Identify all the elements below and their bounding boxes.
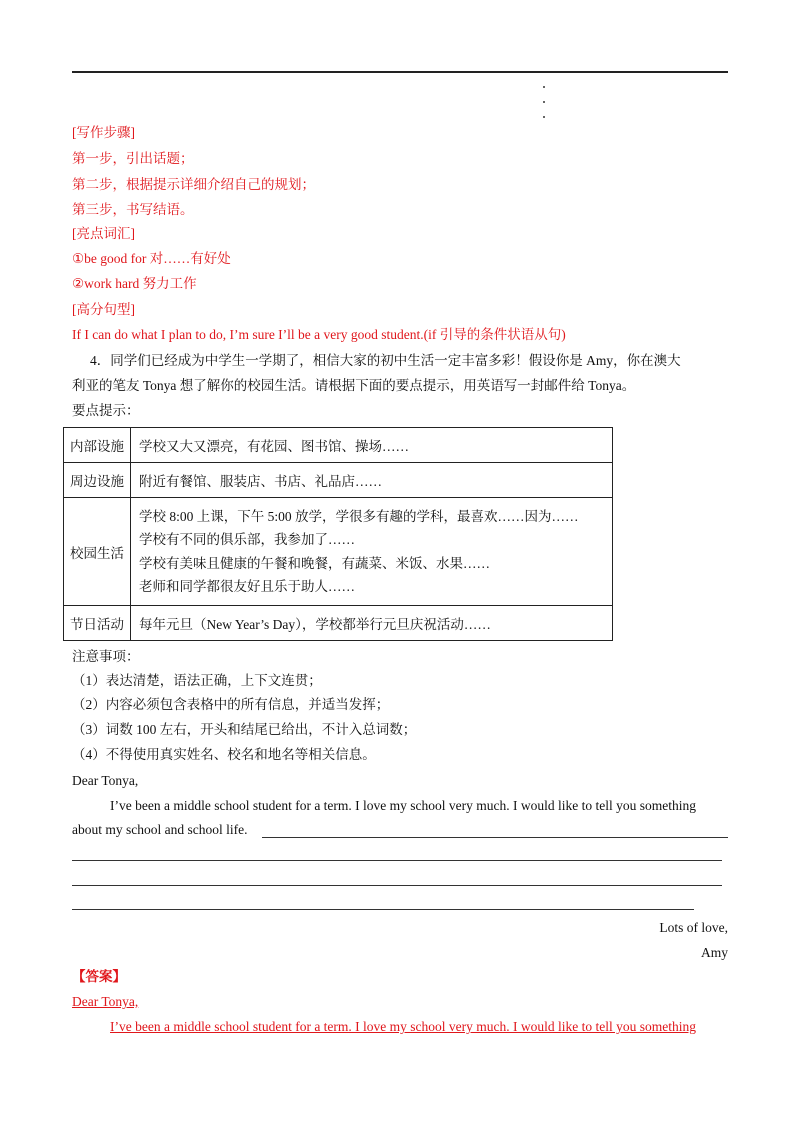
- margin-dot: [543, 116, 545, 118]
- task-prompt-line-2: 利亚的笔友 Tonya 想了解你的校园生活。请根据下面的要点提示，用英语写一封邮件给 Tonya。: [72, 378, 636, 393]
- writing-blank-line: [72, 909, 694, 910]
- letter-opening-line-2: about my school and school life.: [72, 822, 248, 837]
- note-item: （3）词数 100 左右，开头和结尾已给出，不计入总词数；: [72, 722, 417, 737]
- points-table: [63, 427, 613, 641]
- task-prompt-line-1: 4．同学们已经成为中学生一学期了，相信大家的初中生活一定丰富多彩！假设你是 Amy，你在澳大: [90, 353, 681, 368]
- table-content: 学校又大又漂亮，有花园、图书馆、操场……: [131, 428, 613, 463]
- sentence-heading: [高分句型]: [72, 302, 135, 317]
- note-item: （2）内容必须包含表格中的所有信息，并适当发挥；: [72, 697, 390, 712]
- table-row: [64, 606, 613, 641]
- high-score-sentence: If I can do what I plan to do, I’m sure I’ll be a very good student.(if 引导的条件状语从句): [72, 327, 566, 342]
- note-item: （1）表达清楚，语法正确，上下文连贯；: [72, 673, 322, 688]
- table-content-line: 学校有美味且健康的午餐和晚餐，有蔬菜、米饭、水果……: [139, 555, 490, 571]
- table-category: 周边设施: [64, 463, 131, 498]
- table-content: 每年元旦（New Year’s Day），学校都举行元旦庆祝活动……: [131, 606, 613, 641]
- header-rule: [72, 71, 728, 73]
- table-content-line: 老师和同学都很友好且乐于助人……: [139, 579, 355, 594]
- writing-steps-heading: [写作步骤]: [72, 125, 135, 140]
- letter-closing: Lots of love,: [659, 920, 728, 935]
- table-content: 附近有餐馆、服装店、书店、礼品店……: [131, 463, 613, 498]
- writing-blank-line: [72, 885, 722, 886]
- writing-blank-line: [72, 860, 722, 861]
- points-label: 要点提示：: [72, 403, 140, 418]
- writing-step-3: 第三步，书写结语。: [72, 202, 194, 217]
- table-row: [64, 428, 613, 463]
- vocab-item-2: ②work hard 努力工作: [72, 276, 197, 291]
- table-row: [64, 498, 613, 606]
- table-category: 内部设施: [64, 428, 131, 463]
- table-content-line: 学校 8:00 上课，下午 5:00 放学，学很多有趣的学科，最喜欢……因为……: [139, 508, 579, 524]
- margin-dot: [543, 86, 545, 88]
- writing-step-2: 第二步，根据提示详细介绍自己的规划；: [72, 177, 315, 192]
- margin-dot: [543, 101, 545, 103]
- writing-step-1: 第一步，引出话题；: [72, 151, 194, 166]
- table-content-line: 学校有不同的俱乐部，我参加了……: [139, 532, 355, 547]
- letter-greeting: Dear Tonya,: [72, 773, 139, 788]
- vocab-item-1: ①be good for 对……有好处: [72, 251, 231, 266]
- table-category: 校园生活: [64, 498, 131, 606]
- answer-label: 【答案】: [72, 969, 126, 984]
- table-row: [64, 463, 613, 498]
- answer-greeting: Dear Tonya,: [72, 994, 139, 1009]
- note-item: （4）不得使用真实姓名、校名和地名等相关信息。: [72, 747, 376, 762]
- vocab-heading: [亮点词汇]: [72, 226, 135, 241]
- answer-line-1: I’ve been a middle school student for a term. I love my school very much. I would like to tell you something: [110, 1019, 696, 1034]
- letter-opening-line-1: I’ve been a middle school student for a term. I love my school very much. I would like to tell you something: [110, 798, 696, 813]
- letter-signature: Amy: [701, 945, 728, 960]
- table-content: [131, 498, 613, 606]
- table-category: 节日活动: [64, 606, 131, 641]
- notes-heading: 注意事项：: [72, 649, 140, 664]
- writing-blank-line: [262, 837, 728, 838]
